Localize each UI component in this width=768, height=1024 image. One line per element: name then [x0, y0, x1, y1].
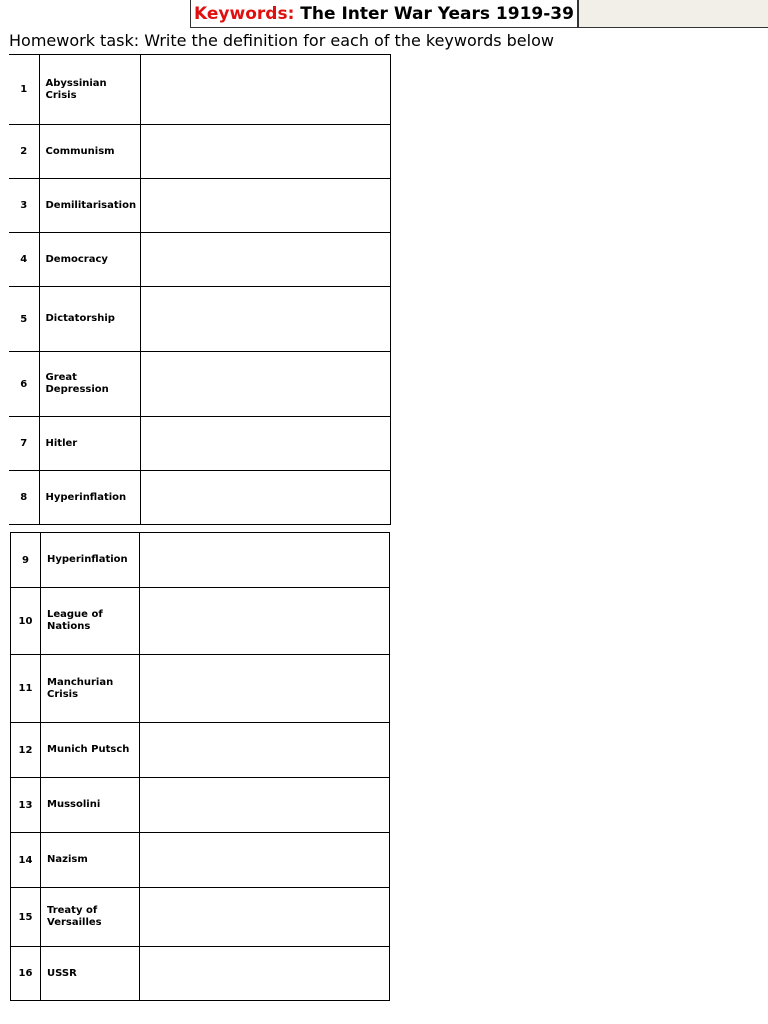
- keyword-term: Democracy: [39, 233, 141, 287]
- keyword-term: Great Depression: [39, 352, 141, 417]
- row-number: 1: [9, 55, 39, 125]
- definition-cell[interactable]: [141, 179, 391, 233]
- row-number: 3: [9, 179, 39, 233]
- keyword-term: Abyssinian Crisis: [39, 55, 141, 125]
- table-row: [11, 947, 390, 1001]
- homework-instruction: Homework task: Write the definition for each of the keywords below: [9, 31, 554, 50]
- row-number: 2: [9, 125, 39, 179]
- table-row: [11, 723, 390, 778]
- keyword-term: USSR: [41, 947, 140, 1001]
- row-number: 8: [9, 471, 39, 525]
- table-row: [9, 417, 391, 471]
- table-row: [9, 55, 391, 125]
- keyword-term: Communism: [39, 125, 141, 179]
- row-number: 16: [11, 947, 41, 1001]
- keyword-term: Treaty of Versailles: [41, 888, 140, 947]
- keywords-label: Keywords:: [194, 4, 295, 24]
- row-number: 4: [9, 233, 39, 287]
- definition-cell[interactable]: [140, 833, 390, 888]
- keyword-term: Hitler: [39, 417, 141, 471]
- row-number: 10: [11, 588, 41, 655]
- keywords-table-1: [9, 54, 391, 525]
- keyword-term: Dictatorship: [39, 287, 141, 352]
- row-number: 14: [11, 833, 41, 888]
- keyword-term: Hyperinflation: [41, 533, 140, 588]
- table-row: [11, 533, 390, 588]
- table-row: [9, 125, 391, 179]
- table-row: [9, 287, 391, 352]
- row-number: 15: [11, 888, 41, 947]
- definition-cell[interactable]: [141, 55, 391, 125]
- definition-cell[interactable]: [141, 352, 391, 417]
- row-number: 9: [11, 533, 41, 588]
- definition-cell[interactable]: [141, 417, 391, 471]
- definition-cell[interactable]: [141, 233, 391, 287]
- definition-cell[interactable]: [140, 947, 390, 1001]
- row-number: 5: [9, 287, 39, 352]
- definition-cell[interactable]: [140, 655, 390, 723]
- keyword-term: League of Nations: [41, 588, 140, 655]
- definition-cell[interactable]: [141, 287, 391, 352]
- title-banner: [190, 0, 578, 28]
- definition-cell[interactable]: [140, 588, 390, 655]
- row-number: 6: [9, 352, 39, 417]
- keyword-term: Munich Putsch: [41, 723, 140, 778]
- table-row: [9, 179, 391, 233]
- definition-cell[interactable]: [140, 533, 390, 588]
- keyword-term: Nazism: [41, 833, 140, 888]
- row-number: 11: [11, 655, 41, 723]
- table-row: [11, 588, 390, 655]
- page-title: The Inter War Years 1919-39: [300, 4, 574, 24]
- keyword-term: Hyperinflation: [39, 471, 141, 525]
- table-row: [11, 888, 390, 947]
- table-row: [9, 352, 391, 417]
- table-row: [11, 655, 390, 723]
- definition-cell[interactable]: [141, 471, 391, 525]
- row-number: 12: [11, 723, 41, 778]
- definition-cell[interactable]: [140, 888, 390, 947]
- keyword-term: Demilitarisation: [39, 179, 141, 233]
- row-number: 13: [11, 778, 41, 833]
- table-row: [11, 833, 390, 888]
- table-row: [9, 471, 391, 525]
- keyword-term: Manchurian Crisis: [41, 655, 140, 723]
- definition-cell[interactable]: [141, 125, 391, 179]
- keyword-term: Mussolini: [41, 778, 140, 833]
- definition-cell[interactable]: [140, 723, 390, 778]
- row-number: 7: [9, 417, 39, 471]
- keywords-table-2: [10, 532, 390, 1001]
- definition-cell[interactable]: [140, 778, 390, 833]
- header-panel: [578, 0, 768, 28]
- table-row: [9, 233, 391, 287]
- table-row: [11, 778, 390, 833]
